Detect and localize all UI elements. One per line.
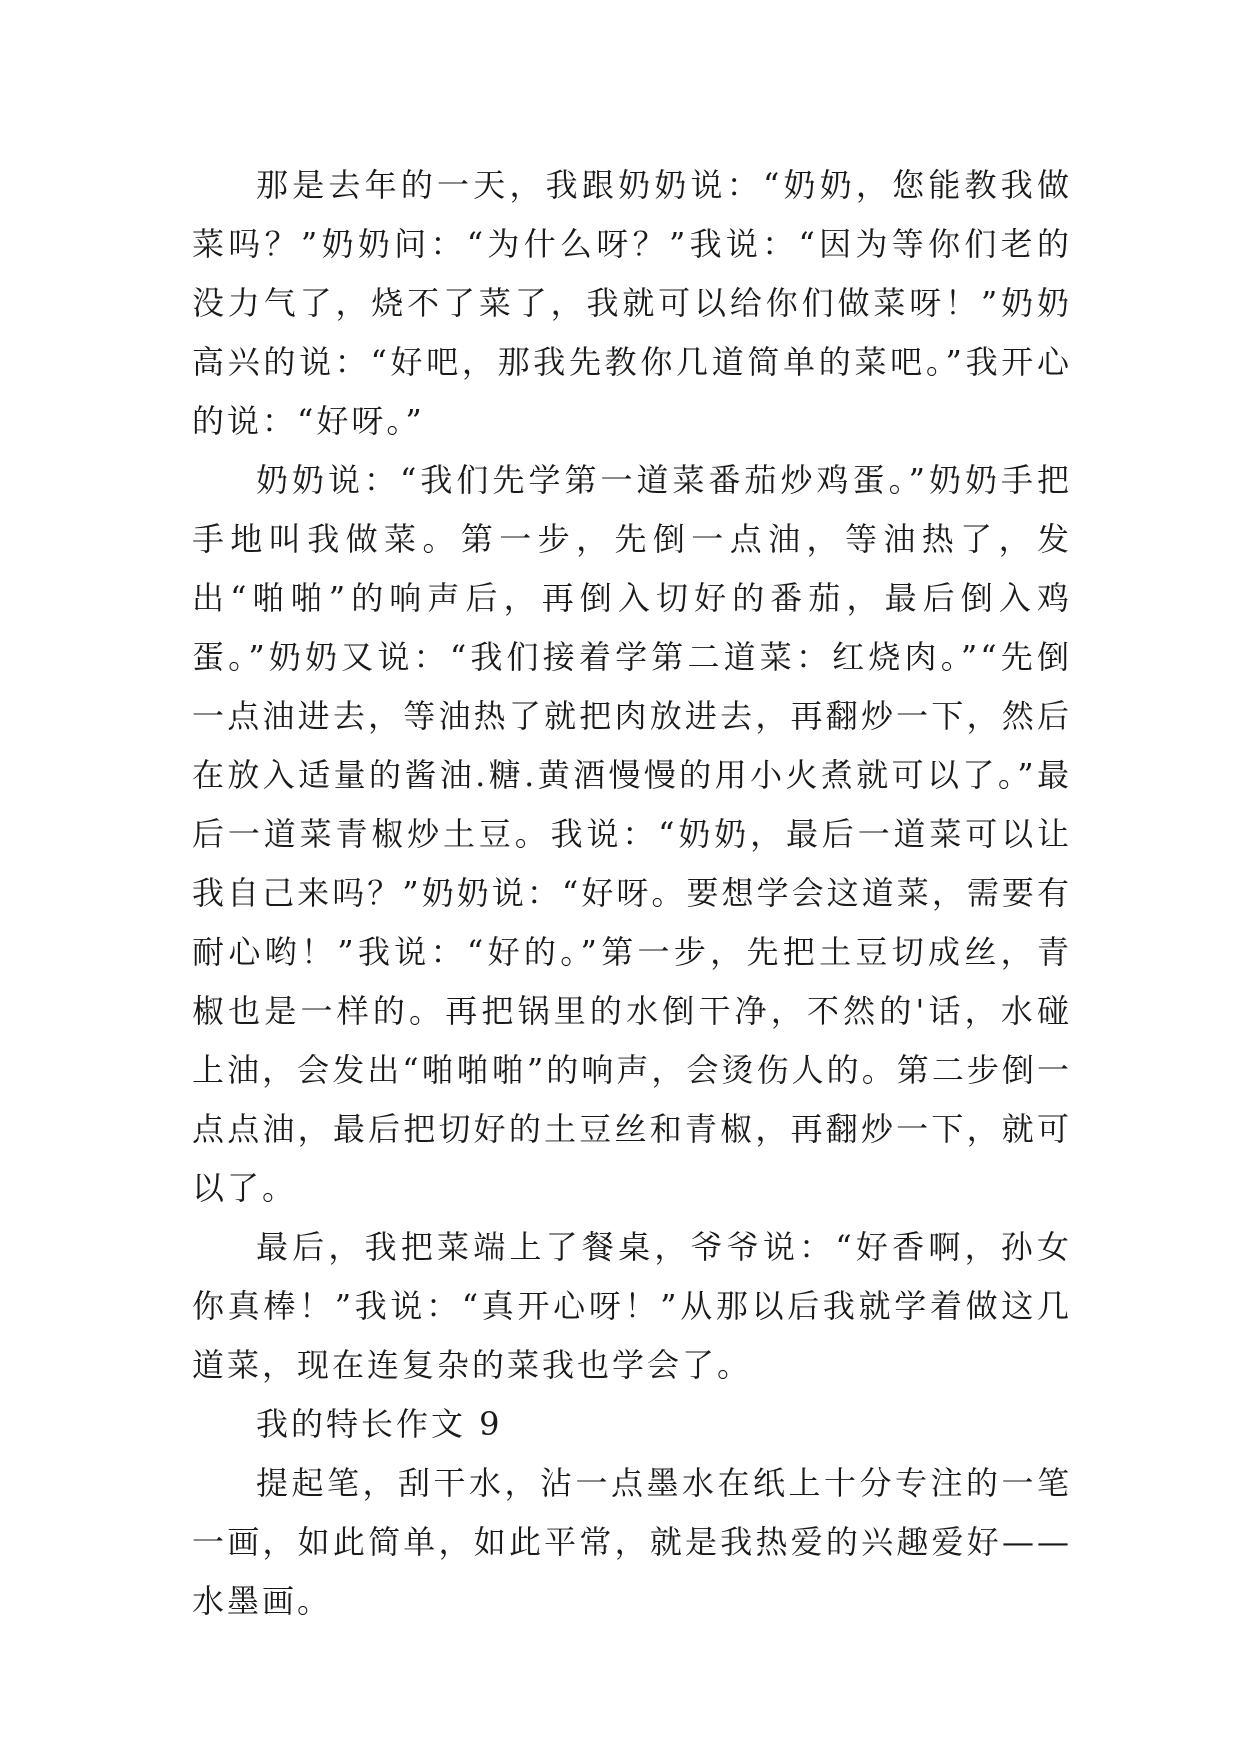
document-body	[192, 156, 1072, 1631]
paragraph: 提起笔，刮干水，沾一点墨水在纸上十分专注的一笔一画，如此简单，如此平常，就是我热爱的兴趣爱好——水墨画。	[192, 1464, 1072, 1620]
section-heading: 我的特长作文 9	[256, 1405, 503, 1443]
paragraph: 那是去年的一天，我跟奶奶说：“奶奶，您能教我做菜吗？”奶奶问：“为什么呀？”我说：“因为等你们老的没力气了，烧不了菜了，我就可以给你们做菜呀！”奶奶高兴的说：“好吧，那我先教你几道简单的菜吧。”我开心的说：“好呀。”	[192, 166, 1072, 440]
paragraph: 奶奶说：“我们先学第一道菜番茄炒鸡蛋。”奶奶手把手地叫我做菜。第一步，先倒一点油，等油热了，发出“啪啪”的响声后，再倒入切好的番茄，最后倒入鸡蛋。”奶奶又说：“我们接着学第二道菜：红烧肉。”“先倒一点油进去，等油热了就把肉放进去，再翻炒一下，然后在放入适量的酱油.糖.黄酒慢慢的用小火煮就可以了。”最后一道菜青椒炒土豆。我说：“奶奶，最后一道菜可以让我自己来吗？”奶奶说：“好呀。要想学会这道菜，需要有耐心哟！”我说：“好的。”第一步，先把土豆切成丝，青椒也是一样的。再把锅里的水倒干净，不然的'话，水碰上油，会发出“啪啪啪”的响声，会烫伤人的。第二步倒一点点油，最后把切好的土豆丝和青椒，再翻炒一下，就可以了。	[192, 461, 1072, 1207]
paragraph: 最后，我把菜端上了餐桌，爷爷说：“好香啊，孙女你真棒！”我说：“真开心呀！”从那以后我就学着做这几道菜，现在连复杂的菜我也学会了。	[192, 1228, 1072, 1384]
